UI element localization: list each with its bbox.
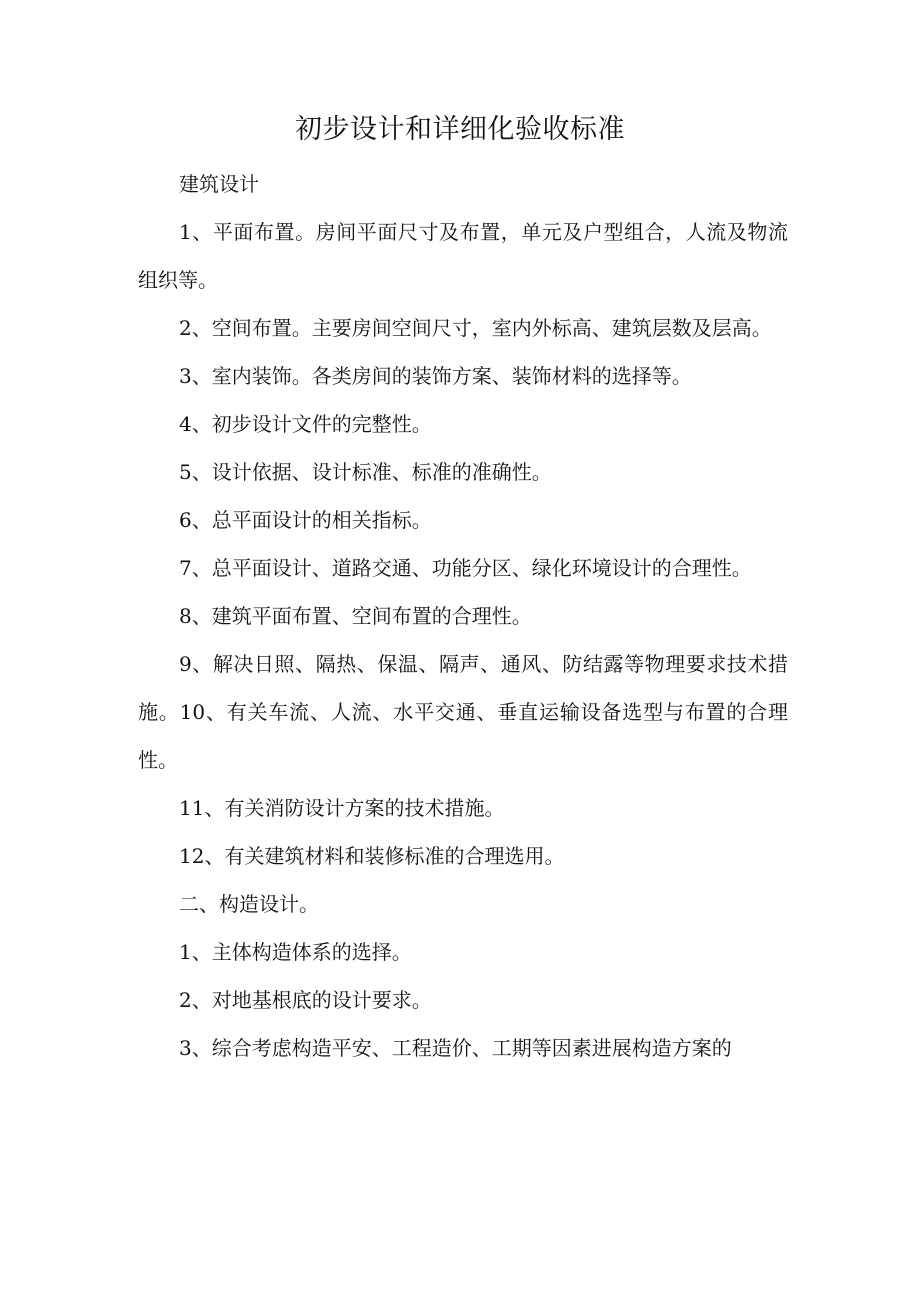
section-heading-architecture: 建筑设计 — [179, 172, 259, 196]
paragraph-structure-item-1: 1、主体构造体系的选择。 — [179, 940, 412, 964]
paragraph-structure-item-3: 3、综合考虑构造平安、工程造价、工期等因素进展构造方案的 — [179, 1036, 732, 1060]
paragraph-item-3: 3、室内装饰。各类房间的装饰方案、装饰材料的选择等。 — [179, 364, 692, 388]
paragraph-item-8: 8、建筑平面布置、空间布置的合理性。 — [179, 604, 532, 628]
paragraph-item-2: 2、空间布置。主要房间空间尺寸，室内外标高、建筑层数及层高。 — [179, 316, 772, 340]
document-title: 初步设计和详细化验收标准 — [295, 114, 625, 145]
paragraph-item-5: 5、设计依据、设计标准、标准的准确性。 — [179, 460, 552, 484]
paragraph-structure-item-2: 2、对地基根底的设计要求。 — [179, 988, 432, 1012]
paragraph-item-7: 7、总平面设计、道路交通、功能分区、绿化环境设计的合理性。 — [179, 556, 752, 580]
document-body — [138, 160, 788, 1072]
paragraph-item-1: 1、平面布置。房间平面尺寸及布置，单元及户型组合，人流及物流组织等。 — [138, 220, 788, 292]
section-heading-structure: 二、构造设计。 — [179, 892, 319, 916]
paragraph-item-11: 11、有关消防设计方案的技术措施。 — [179, 796, 505, 820]
paragraph-item-9-10: 9、解决日照、隔热、保温、隔声、通风、防结露等物理要求技术措施。10、有关车流、人流、水平交通、垂直运输设备选型与布置的合理性。 — [138, 652, 788, 772]
paragraph-item-4: 4、初步设计文件的完整性。 — [179, 412, 432, 436]
paragraph-item-6: 6、总平面设计的相关指标。 — [179, 508, 432, 532]
paragraph-item-12: 12、有关建筑材料和装修标准的合理选用。 — [179, 844, 565, 868]
